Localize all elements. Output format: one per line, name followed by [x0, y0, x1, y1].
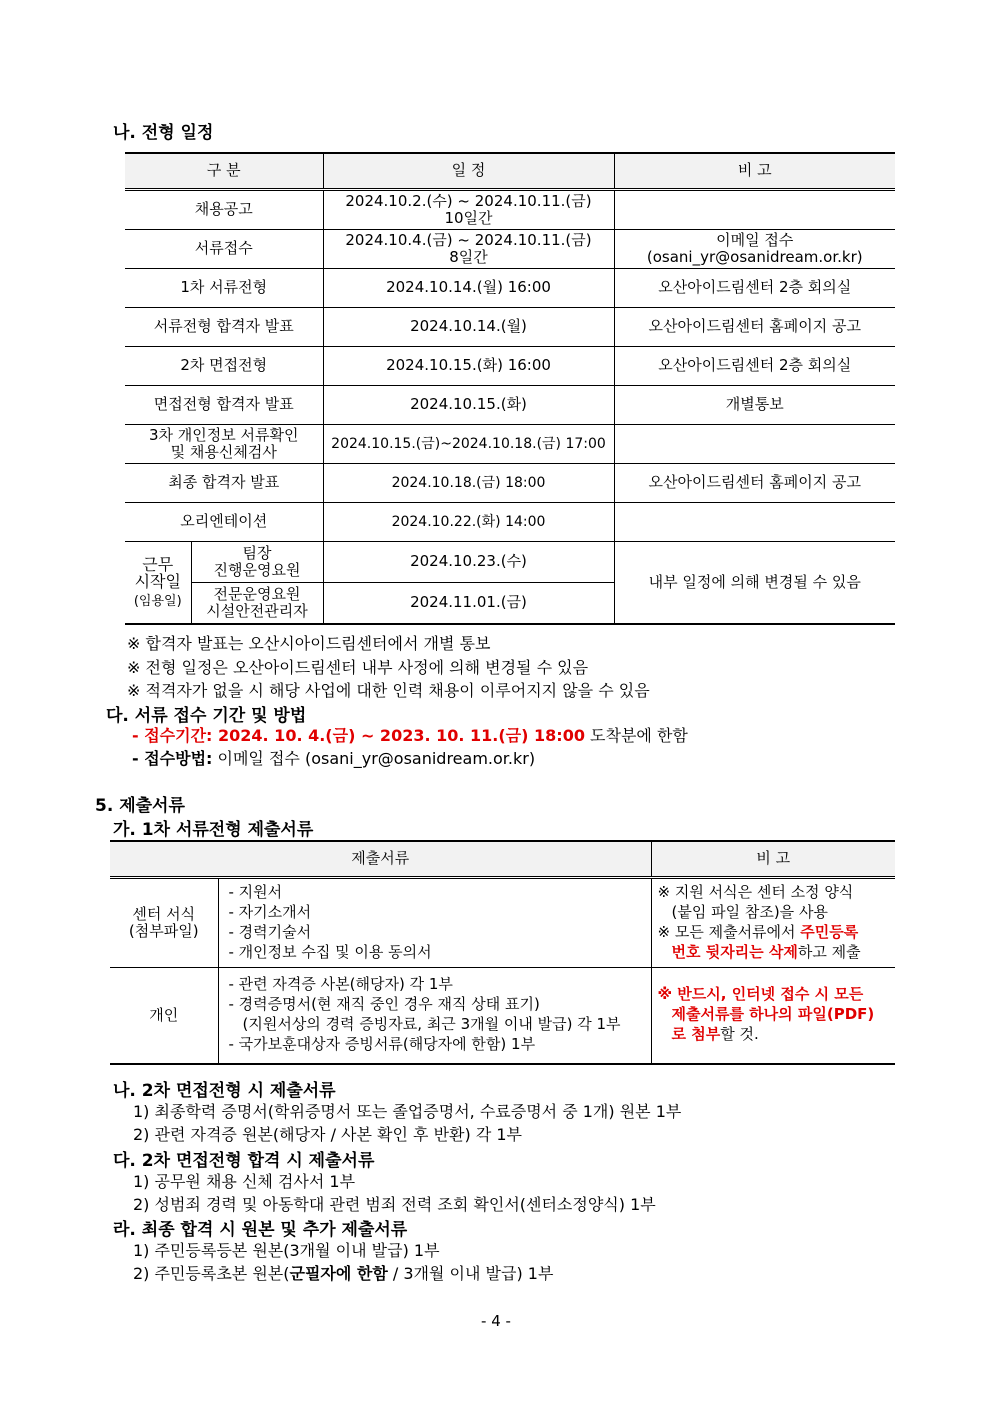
section-title-documents: 5. 제출서류	[95, 796, 185, 816]
row-note: ※ 반드시, 인터넷 접수 시 모든 제출서류를 하나의 파일(PDF) 로 첨부할 것.	[651, 968, 895, 1064]
table-row	[125, 269, 895, 308]
row-label: 서류접수	[125, 230, 323, 269]
table-row	[125, 386, 895, 425]
subsection-interview-pass: 다. 2차 면접전형 합격 시 제출서류	[113, 1151, 375, 1171]
row-label: 개인	[110, 968, 218, 1064]
table-row	[125, 347, 895, 386]
row-label: 1차 서류전형	[125, 269, 323, 308]
row-label: 서류전형 합격자 발표	[125, 308, 323, 347]
row-items: - 지원서 - 자기소개서 - 경력기술서 - 개인정보 수집 및 이용 동의서	[218, 878, 651, 968]
list-item: 2) 주민등록초본 원본(군필자에 한함 / 3개월 이내 발급) 1부	[133, 1264, 554, 1283]
list-item: 1) 최종학력 증명서(학위증명서 또는 졸업증명서, 수료증명서 중 1개) 원본 1부	[133, 1102, 682, 1121]
row-note: 오산아이드림센터 홈페이지 공고	[614, 464, 895, 503]
table-row	[125, 464, 895, 503]
table-row	[125, 308, 895, 347]
row-note	[614, 425, 895, 464]
table-row	[125, 230, 895, 269]
row-note: 오산아이드림센터 홈페이지 공고	[614, 308, 895, 347]
list-item: 2) 관련 자격증 원본(해당자 / 사본 확인 후 반환) 각 1부	[133, 1125, 523, 1144]
work-start-label: 근무 시작일 (임용일)	[125, 542, 191, 625]
section-title-application: 다. 서류 접수 기간 및 방법	[106, 706, 307, 726]
subsection-first-screening: 가. 1차 서류전형 제출서류	[113, 820, 314, 840]
row-date: 2024.10.15.(금)~2024.10.18.(금) 17:00	[323, 425, 614, 464]
list-item: 1) 공무원 채용 신체 검사서 1부	[133, 1172, 356, 1191]
row-note: 오산아이드림센터 2층 회의실	[614, 269, 895, 308]
row-label: 최종 합격자 발표	[125, 464, 323, 503]
row-note: ※ 지원 서식은 센터 소정 양식 (붙임 파일 참조)을 사용 ※ 모든 제출서류에서 주민등록 번호 뒷자리는 삭제하고 제출	[651, 878, 895, 968]
application-period: - 접수기간: 2024. 10. 4.(금) ~ 2023. 10. 11.(금) 18:00 도착분에 한함	[132, 726, 688, 745]
schedule-table	[125, 152, 895, 625]
row-label: 채용공고	[125, 190, 323, 230]
work-start-sub1: 팀장 진행운영요원	[191, 542, 323, 583]
list-item: 2) 성범죄 경력 및 아동학대 관련 범죄 전력 조회 확인서(센터소정양식) 1부	[133, 1195, 656, 1214]
application-method: - 접수방법: 이메일 접수 (osani_yr@osanidream.or.kr)	[132, 749, 536, 768]
row-label: 면접전형 합격자 발표	[125, 386, 323, 425]
table-row	[110, 878, 895, 968]
header-note: 비 고	[651, 841, 895, 878]
row-note	[614, 503, 895, 542]
schedule-note: ※ 전형 일정은 오산아이드림센터 내부 사정에 의해 변경될 수 있음	[127, 658, 589, 677]
row-note: 개별통보	[614, 386, 895, 425]
work-start-sub2: 전문운영요원 시설안전관리자	[191, 583, 323, 625]
row-note: 이메일 접수 (osani_yr@osanidream.or.kr)	[614, 230, 895, 269]
row-date: 2024.10.15.(화)	[323, 386, 614, 425]
table-row	[110, 968, 895, 1064]
header-note: 비 고	[614, 153, 895, 190]
table-row	[125, 503, 895, 542]
schedule-note: ※ 합격자 발표는 오산시아이드림센터에서 개별 통보	[127, 634, 491, 653]
subsection-final: 라. 최종 합격 시 원본 및 추가 제출서류	[113, 1220, 408, 1240]
row-date: 2024.10.2.(수) ~ 2024.10.11.(금) 10일간	[323, 190, 614, 230]
row-date: 2024.10.14.(월) 16:00	[323, 269, 614, 308]
header-documents: 제출서류	[110, 841, 651, 878]
row-label: 3차 개인정보 서류확인 및 채용신체검사	[125, 425, 323, 464]
table-row	[125, 190, 895, 230]
table-row	[125, 542, 895, 583]
header-category: 구 분	[125, 153, 323, 190]
list-item: 1) 주민등록등본 원본(3개월 이내 발급) 1부	[133, 1241, 440, 1260]
row-date: 2024.10.4.(금) ~ 2024.10.11.(금) 8일간	[323, 230, 614, 269]
page-number: - 4 -	[481, 1312, 511, 1330]
section-title-schedule: 나. 전형 일정	[113, 123, 214, 143]
documents-table	[110, 840, 895, 1065]
table-row	[125, 425, 895, 464]
row-items: - 관련 자격증 사본(해당자) 각 1부 - 경력증명서(현 재직 중인 경우 재직 상태 표기) (지원서상의 경력 증빙자료, 최근 3개월 이내 발급) 각 1부 - 국가보훈대상자 증빙서류(해당자에 한함) 1부	[218, 968, 651, 1064]
row-label: 센터 서식 (첨부파일)	[110, 878, 218, 968]
row-date: 2024.10.14.(월)	[323, 308, 614, 347]
row-date: 2024.10.22.(화) 14:00	[323, 503, 614, 542]
row-label: 2차 면접전형	[125, 347, 323, 386]
row-date: 2024.10.18.(금) 18:00	[323, 464, 614, 503]
schedule-note: ※ 적격자가 없을 시 해당 사업에 대한 인력 채용이 이루어지지 않을 수 있음	[127, 681, 650, 700]
row-note: 오산아이드림센터 2층 회의실	[614, 347, 895, 386]
header-schedule: 일 정	[323, 153, 614, 190]
row-note	[614, 190, 895, 230]
row-date: 2024.11.01.(금)	[323, 583, 614, 625]
row-date: 2024.10.15.(화) 16:00	[323, 347, 614, 386]
row-note: 내부 일정에 의해 변경될 수 있음	[614, 542, 895, 625]
row-label: 오리엔테이션	[125, 503, 323, 542]
subsection-interview: 나. 2차 면접전형 시 제출서류	[113, 1081, 336, 1101]
row-date: 2024.10.23.(수)	[323, 542, 614, 583]
